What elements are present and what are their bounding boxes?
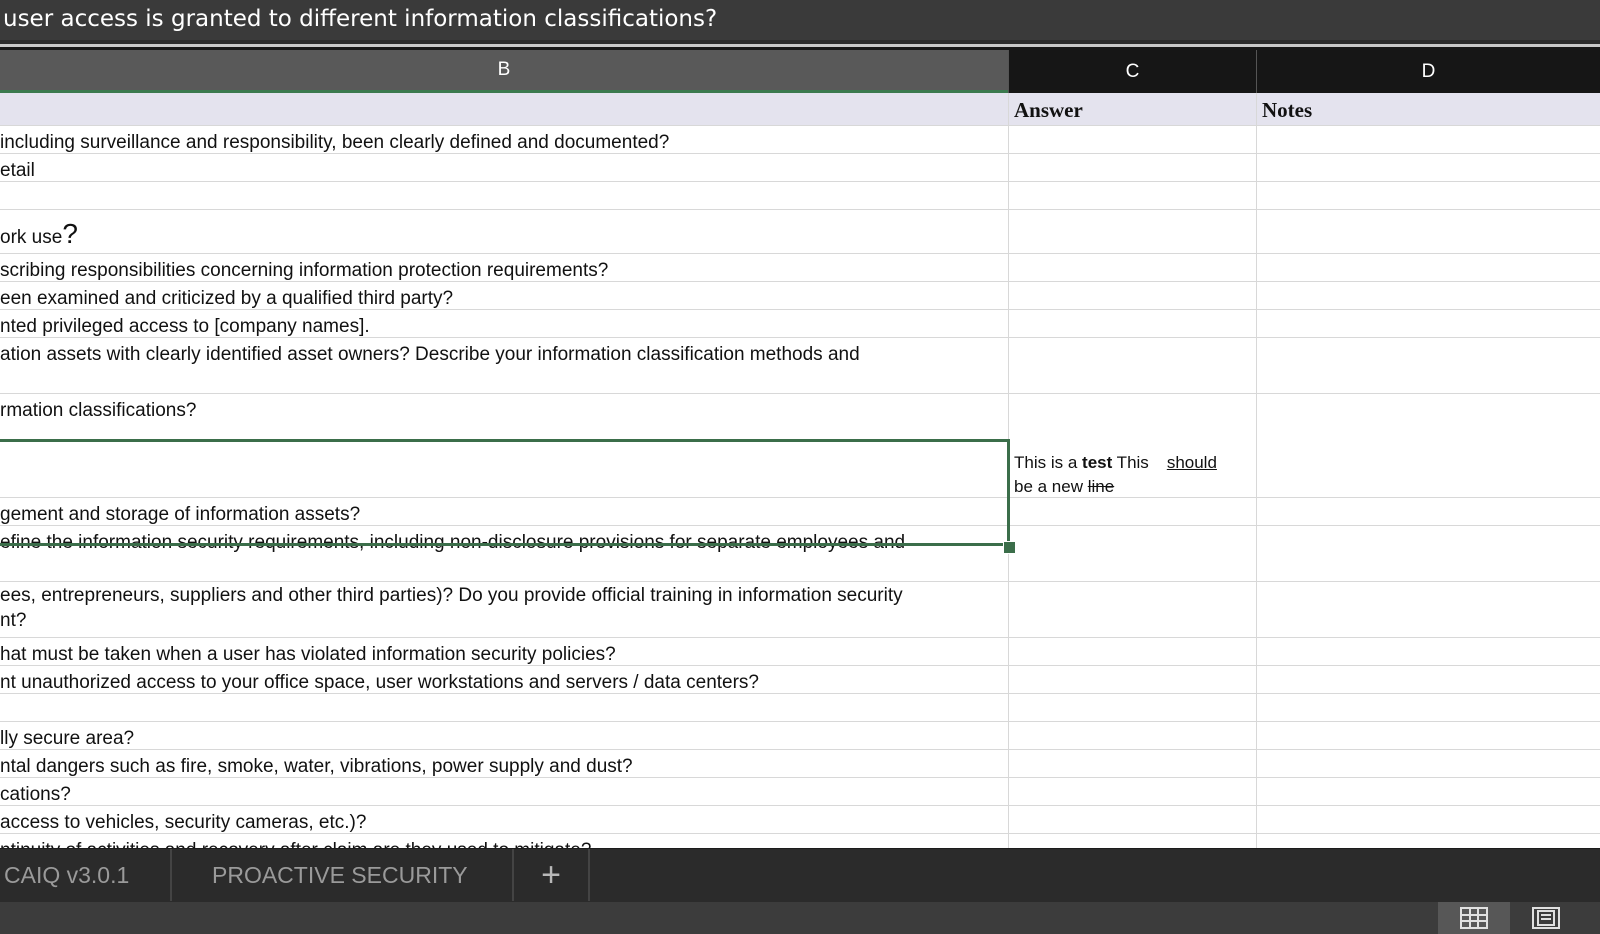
answer-strikethrough-text: line xyxy=(1087,477,1115,496)
answer-cell[interactable] xyxy=(1008,498,1256,525)
notes-cell[interactable] xyxy=(1256,210,1600,253)
table-row xyxy=(0,694,1600,722)
answer-cell[interactable] xyxy=(1008,210,1256,253)
question-text: hat must be taken when a user has violated information security policies? xyxy=(0,644,616,665)
question-cell[interactable] xyxy=(0,750,1008,777)
sheet-tab-caiq[interactable]: CAIQ v3.0.1 xyxy=(0,849,172,901)
question-text xyxy=(0,583,903,633)
table-row xyxy=(0,154,1600,182)
question-text-fragment: ork use xyxy=(0,227,63,248)
answer-text: This is a xyxy=(1014,453,1083,472)
answer-cell[interactable] xyxy=(1008,694,1256,721)
table-row xyxy=(0,338,1600,394)
question-cell[interactable] xyxy=(0,254,1008,281)
grid-view-icon xyxy=(1460,906,1488,930)
rich-text-answer xyxy=(1014,451,1254,499)
question-cell[interactable] xyxy=(0,694,1008,721)
sheet-tab-bar xyxy=(0,848,1600,903)
column-header-c[interactable]: C xyxy=(1008,50,1256,93)
table-row xyxy=(0,210,1600,254)
column-header-b[interactable]: B xyxy=(0,50,1008,93)
table-row xyxy=(0,638,1600,666)
normal-view-button[interactable] xyxy=(1438,902,1510,934)
notes-cell[interactable] xyxy=(1256,338,1600,393)
question-text: cations? xyxy=(0,784,71,805)
table-header-row xyxy=(0,93,1600,126)
question-text: lly secure area? xyxy=(0,728,135,749)
table-row xyxy=(0,310,1600,338)
answer-cell[interactable] xyxy=(1008,182,1256,209)
notes-cell[interactable] xyxy=(1256,694,1600,721)
notes-cell[interactable] xyxy=(1256,666,1600,693)
question-text: ntal dangers such as fire, smoke, water, vibrations, power supply and dust? xyxy=(0,756,633,777)
question-mark: ? xyxy=(62,218,78,249)
answer-cell[interactable] xyxy=(1008,582,1256,637)
question-cell[interactable] xyxy=(0,126,1008,153)
question-cell[interactable] xyxy=(0,806,1008,833)
table-row xyxy=(0,722,1600,750)
question-text: efine the information security requirements, including non-disclosure provisions for separate employees and xyxy=(0,532,906,553)
sheet-tab-proactive-security[interactable]: PROACTIVE SECURITY xyxy=(172,849,514,901)
question-cell[interactable] xyxy=(0,778,1008,805)
question-cell-selected[interactable] xyxy=(0,394,1008,497)
status-bar xyxy=(0,902,1600,934)
column-header-d[interactable]: D xyxy=(1256,50,1600,93)
notes-cell[interactable] xyxy=(1256,394,1600,497)
answer-underlined-text: should xyxy=(1166,453,1217,472)
question-cell[interactable] xyxy=(0,498,1008,525)
table-row xyxy=(0,498,1600,526)
fill-handle[interactable] xyxy=(1003,541,1016,554)
table-row xyxy=(0,806,1600,834)
column-header-bar xyxy=(0,47,1600,93)
answer-header-cell[interactable]: Answer xyxy=(1008,93,1256,125)
notes-cell[interactable] xyxy=(1256,582,1600,637)
question-text: including surveillance and responsibility, been clearly defined and documented? xyxy=(0,132,670,153)
question-text: access to vehicles, security cameras, etc.)? xyxy=(0,812,367,833)
question-cell[interactable] xyxy=(0,666,1008,693)
question-text: nt unauthorized access to your office space, user workstations and servers / data centers? xyxy=(0,672,759,693)
answer-cell[interactable] xyxy=(1008,638,1256,665)
answer-cell[interactable] xyxy=(1008,666,1256,693)
answer-cell[interactable] xyxy=(1008,722,1256,749)
notes-header-cell[interactable]: Notes xyxy=(1256,93,1600,125)
table-row xyxy=(0,282,1600,310)
question-cell[interactable] xyxy=(0,310,1008,337)
answer-cell[interactable] xyxy=(1008,310,1256,337)
notes-cell[interactable] xyxy=(1256,806,1600,833)
answer-cell[interactable] xyxy=(1008,126,1256,153)
notes-cell[interactable] xyxy=(1256,154,1600,181)
question-cell[interactable] xyxy=(0,210,1008,253)
answer-cell[interactable] xyxy=(1008,282,1256,309)
question-text: rmation classifications? xyxy=(0,400,197,421)
table-row xyxy=(0,126,1600,154)
answer-cell[interactable] xyxy=(1008,394,1256,497)
table-row xyxy=(0,778,1600,806)
formula-bar[interactable]: user access is granted to different information classifications? xyxy=(0,0,1600,40)
add-sheet-button[interactable] xyxy=(514,849,590,901)
answer-cell[interactable] xyxy=(1008,254,1256,281)
table-row xyxy=(0,666,1600,694)
answer-cell[interactable] xyxy=(1008,338,1256,393)
question-text-line: nt? xyxy=(0,610,27,631)
table-row-selected xyxy=(0,394,1600,498)
question-cell[interactable] xyxy=(0,526,1008,581)
question-cell[interactable] xyxy=(0,282,1008,309)
plus-icon: + xyxy=(541,856,561,894)
question-cell[interactable] xyxy=(0,338,1008,393)
answer-cell[interactable] xyxy=(1008,750,1256,777)
spreadsheet-grid[interactable] xyxy=(0,47,1600,848)
question-text xyxy=(0,220,78,252)
notes-cell[interactable] xyxy=(1256,126,1600,153)
question-cell[interactable] xyxy=(0,154,1008,181)
question-text: een examined and criticized by a qualified third party? xyxy=(0,288,454,309)
notes-cell[interactable] xyxy=(1256,778,1600,805)
answer-cell[interactable] xyxy=(1008,806,1256,833)
question-cell[interactable] xyxy=(0,638,1008,665)
answer-text: be a new xyxy=(1014,477,1088,496)
answer-cell[interactable] xyxy=(1008,154,1256,181)
question-text: ation assets with clearly identified asset owners? Describe your information classification methods and xyxy=(0,344,860,365)
page-layout-icon xyxy=(1532,906,1560,930)
answer-cell[interactable] xyxy=(1008,526,1256,581)
table-row xyxy=(0,254,1600,282)
question-cell[interactable] xyxy=(0,182,1008,209)
question-text: scribing responsibilities concerning information protection requirements? xyxy=(0,260,609,281)
question-text: etail xyxy=(0,160,35,181)
notes-cell[interactable] xyxy=(1256,310,1600,337)
notes-cell[interactable] xyxy=(1256,282,1600,309)
answer-text: This xyxy=(1112,453,1149,472)
question-cell[interactable] xyxy=(0,722,1008,749)
answer-bold-text: test xyxy=(1082,453,1113,472)
question-text: nted privileged access to [company names]. xyxy=(0,316,370,337)
notes-cell[interactable] xyxy=(1256,526,1600,581)
table-row xyxy=(0,526,1600,582)
cell-b-header[interactable] xyxy=(0,93,1008,125)
question-text-line: ees, entrepreneurs, suppliers and other third parties)? Do you provide official training in information security xyxy=(0,585,903,606)
notes-cell[interactable] xyxy=(1256,254,1600,281)
notes-cell[interactable] xyxy=(1256,182,1600,209)
table-row xyxy=(0,582,1600,638)
question-cell[interactable] xyxy=(0,582,1008,637)
notes-cell[interactable] xyxy=(1256,498,1600,525)
answer-cell[interactable] xyxy=(1008,778,1256,805)
page-layout-view-button[interactable] xyxy=(1510,902,1582,934)
notes-cell[interactable] xyxy=(1256,638,1600,665)
notes-cell[interactable] xyxy=(1256,722,1600,749)
table-row xyxy=(0,182,1600,210)
question-text: gement and storage of information assets? xyxy=(0,504,361,525)
table-row xyxy=(0,750,1600,778)
notes-cell[interactable] xyxy=(1256,750,1600,777)
